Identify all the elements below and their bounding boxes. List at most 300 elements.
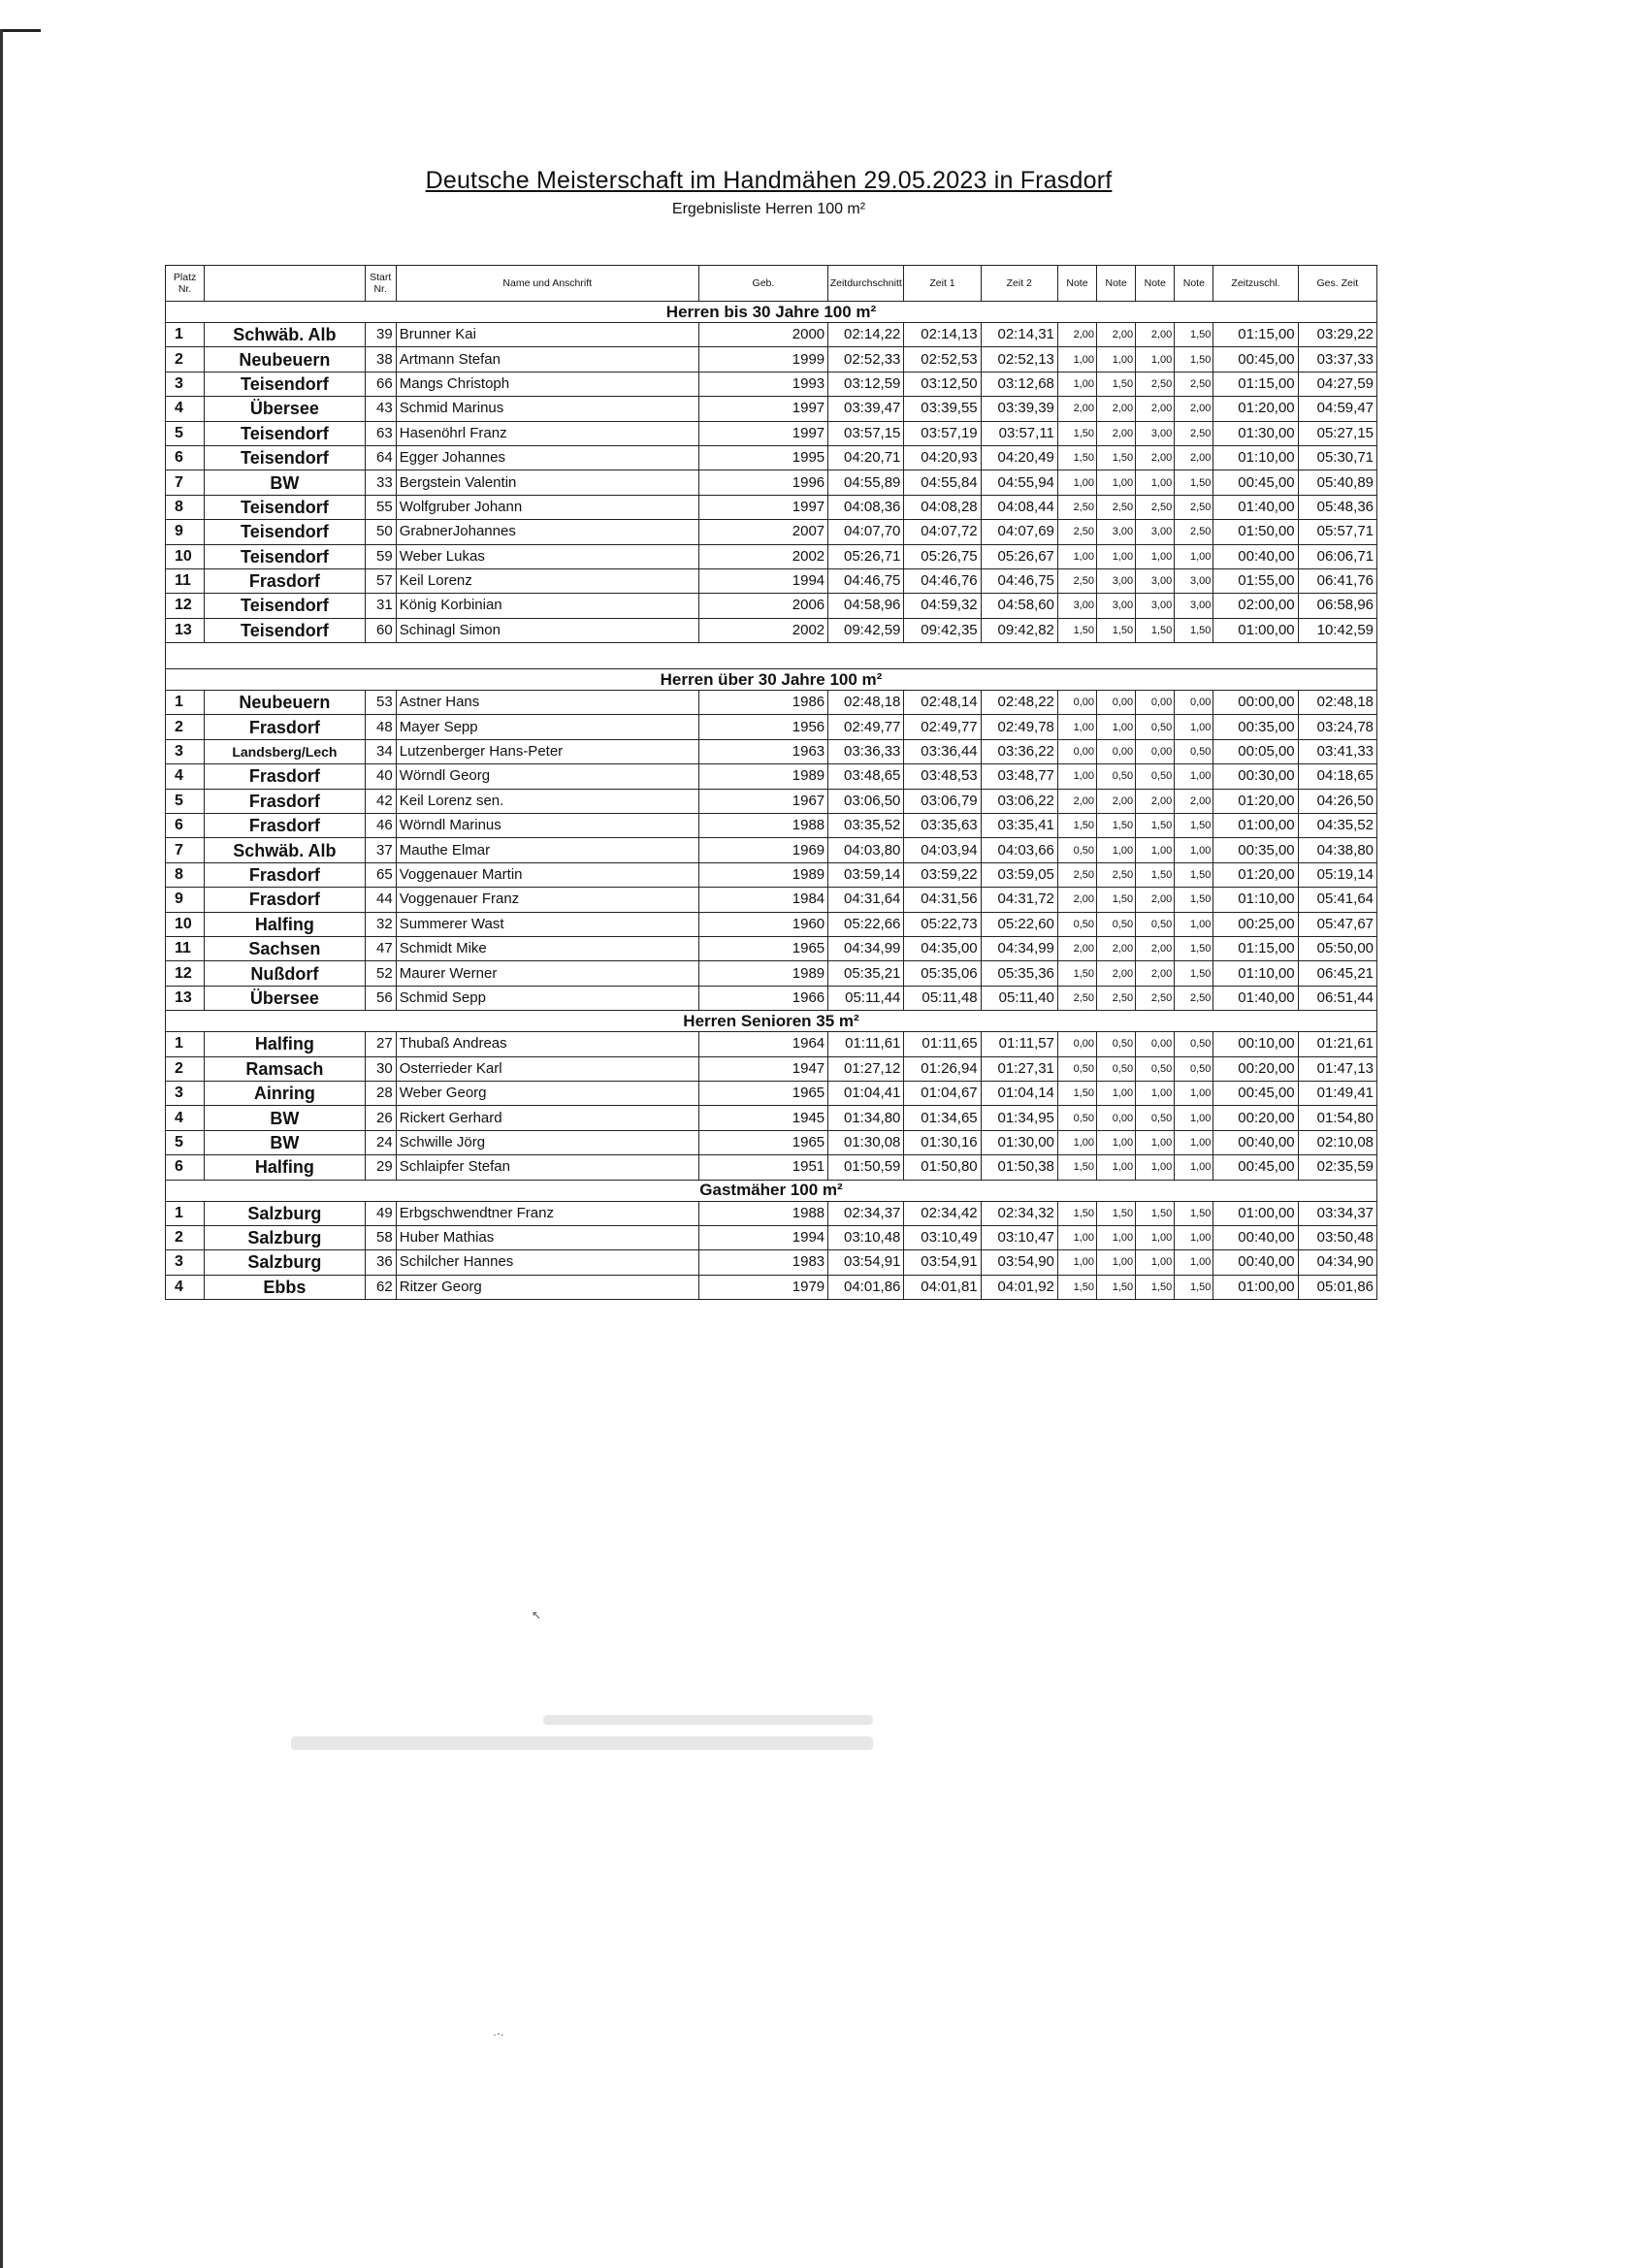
column-header-ges-zeit: Ges. Zeit	[1298, 266, 1376, 302]
cell-note-1: 0,00	[1057, 739, 1096, 763]
cell-note-3: 2,50	[1136, 986, 1175, 1010]
cell-note-3: 2,00	[1136, 397, 1175, 421]
section-title: Herren über 30 Jahre 100 m²	[166, 669, 1377, 691]
cell-verein: Teisendorf	[205, 544, 366, 568]
cell-name: Keil Lorenz	[396, 568, 698, 593]
cell-ges-zeit: 05:57,71	[1298, 520, 1376, 544]
cell-zeit-2: 04:46,75	[981, 568, 1057, 593]
cell-zeitzuschlag: 01:00,00	[1213, 618, 1298, 642]
cell-note-3: 1,50	[1136, 862, 1175, 887]
cell-zeit-1: 01:34,65	[904, 1106, 981, 1130]
cell-note-4: 1,00	[1175, 838, 1213, 862]
cell-platz: 8	[166, 495, 205, 519]
cell-name: Schinagl Simon	[396, 618, 698, 642]
cell-zeit-2: 04:01,92	[981, 1275, 1057, 1299]
cell-note-1: 0,50	[1057, 838, 1096, 862]
cell-note-1: 2,50	[1057, 568, 1096, 593]
cell-note-1: 1,50	[1057, 445, 1096, 470]
table-row	[166, 347, 1377, 372]
cell-platz: 1	[166, 323, 205, 347]
cell-note-3: 3,00	[1136, 594, 1175, 618]
cell-note-4: 2,00	[1175, 397, 1213, 421]
cell-verein: Frasdorf	[205, 764, 366, 789]
cell-zeit-2: 01:34,95	[981, 1106, 1057, 1130]
cell-name: Schwille Jörg	[396, 1130, 698, 1154]
cell-note-1: 1,00	[1057, 715, 1096, 739]
cell-verein: Ebbs	[205, 1275, 366, 1299]
cell-geb: 1986	[698, 691, 827, 715]
cell-name: Wolfgruber Johann	[396, 495, 698, 519]
cell-zeitdurchschnitt: 03:12,59	[828, 372, 904, 396]
table-row	[166, 764, 1377, 789]
cell-zeit-2: 03:48,77	[981, 764, 1057, 789]
cell-note-4: 0,00	[1175, 691, 1213, 715]
cell-zeit-1: 03:10,49	[904, 1225, 981, 1249]
cell-note-2: 3,00	[1097, 568, 1136, 593]
cell-platz: 6	[166, 445, 205, 470]
cell-zeit-1: 09:42,35	[904, 618, 981, 642]
cell-zeitzuschlag: 01:00,00	[1213, 1275, 1298, 1299]
cell-note-3: 2,00	[1136, 936, 1175, 960]
cell-note-4: 1,00	[1175, 1106, 1213, 1130]
cell-note-2: 1,50	[1097, 1201, 1136, 1225]
cell-name: Egger Johannes	[396, 445, 698, 470]
cell-name: Brunner Kai	[396, 323, 698, 347]
cell-ges-zeit: 03:41,33	[1298, 739, 1376, 763]
cell-zeit-1: 03:59,22	[904, 862, 981, 887]
cell-note-4: 2,50	[1175, 986, 1213, 1010]
cell-zeitdurchschnitt: 03:36,33	[828, 739, 904, 763]
cell-start-nr: 65	[365, 862, 396, 887]
cell-zeit-2: 02:52,13	[981, 347, 1057, 372]
cell-note-2: 1,50	[1097, 372, 1136, 396]
cell-ges-zeit: 05:27,15	[1298, 421, 1376, 445]
cell-platz: 10	[166, 544, 205, 568]
cell-start-nr: 30	[365, 1056, 396, 1081]
table-row	[166, 814, 1377, 838]
cell-ges-zeit: 02:48,18	[1298, 691, 1376, 715]
cell-note-3: 1,00	[1136, 1081, 1175, 1105]
scan-edge-line	[0, 29, 3, 2268]
cell-note-3: 1,00	[1136, 1130, 1175, 1154]
cell-platz: 11	[166, 936, 205, 960]
cell-platz: 2	[166, 1056, 205, 1081]
cell-start-nr: 49	[365, 1201, 396, 1225]
cell-note-2: 1,50	[1097, 445, 1136, 470]
cell-note-4: 1,50	[1175, 1275, 1213, 1299]
cell-name: Voggenauer Martin	[396, 862, 698, 887]
cell-zeit-2: 02:48,22	[981, 691, 1057, 715]
cell-geb: 1988	[698, 814, 827, 838]
cell-platz: 8	[166, 862, 205, 887]
cell-zeit-1: 04:20,93	[904, 445, 981, 470]
cell-note-4: 0,50	[1175, 1032, 1213, 1056]
cell-platz: 2	[166, 1225, 205, 1249]
cell-note-1: 1,50	[1057, 961, 1096, 986]
cell-platz: 2	[166, 715, 205, 739]
cell-start-nr: 32	[365, 912, 396, 936]
cell-ges-zeit: 04:59,47	[1298, 397, 1376, 421]
cell-zeitdurchschnitt: 04:34,99	[828, 936, 904, 960]
cell-verein: Teisendorf	[205, 495, 366, 519]
cell-verein: BW	[205, 470, 366, 495]
cell-note-3: 2,00	[1136, 888, 1175, 912]
cell-note-2: 0,50	[1097, 1032, 1136, 1056]
cell-note-3: 2,50	[1136, 372, 1175, 396]
section-title-row	[166, 1011, 1377, 1032]
results-table	[165, 265, 1377, 1300]
cell-ges-zeit: 03:34,37	[1298, 1201, 1376, 1225]
cell-verein: Frasdorf	[205, 789, 366, 813]
cell-geb: 1945	[698, 1106, 827, 1130]
cell-start-nr: 47	[365, 936, 396, 960]
cell-note-1: 2,00	[1057, 789, 1096, 813]
cell-zeit-2: 04:03,66	[981, 838, 1057, 862]
cell-note-3: 2,00	[1136, 961, 1175, 986]
cell-ges-zeit: 01:49,41	[1298, 1081, 1376, 1105]
cell-note-3: 0,50	[1136, 912, 1175, 936]
cell-zeitdurchschnitt: 02:48,18	[828, 691, 904, 715]
cell-note-4: 1,00	[1175, 764, 1213, 789]
cell-verein: Teisendorf	[205, 594, 366, 618]
scan-smudge	[291, 1736, 873, 1750]
column-header-start-nr: Start Nr.	[365, 266, 396, 302]
cell-start-nr: 43	[365, 397, 396, 421]
cell-ges-zeit: 03:29,22	[1298, 323, 1376, 347]
cell-note-1: 1,50	[1057, 1201, 1096, 1225]
cell-zeitdurchschnitt: 09:42,59	[828, 618, 904, 642]
cell-note-2: 2,50	[1097, 986, 1136, 1010]
cell-zeitdurchschnitt: 02:49,77	[828, 715, 904, 739]
column-header-note-3: Note	[1136, 266, 1175, 302]
cell-zeitdurchschnitt: 04:01,86	[828, 1275, 904, 1299]
cell-verein: Teisendorf	[205, 372, 366, 396]
table-row	[166, 1130, 1377, 1154]
column-header-name: Name und Anschrift	[396, 266, 698, 302]
cell-start-nr: 27	[365, 1032, 396, 1056]
cell-zeit-2: 03:39,39	[981, 397, 1057, 421]
cell-zeitdurchschnitt: 04:31,64	[828, 888, 904, 912]
cell-start-nr: 38	[365, 347, 396, 372]
cell-start-nr: 40	[365, 764, 396, 789]
cell-note-1: 1,00	[1057, 347, 1096, 372]
cell-ges-zeit: 06:41,76	[1298, 568, 1376, 593]
cell-platz: 3	[166, 1250, 205, 1275]
cell-name: König Korbinian	[396, 594, 698, 618]
cell-note-1: 1,50	[1057, 618, 1096, 642]
cell-platz: 12	[166, 961, 205, 986]
cell-geb: 1999	[698, 347, 827, 372]
cell-zeit-2: 04:34,99	[981, 936, 1057, 960]
cell-zeitdurchschnitt: 04:46,75	[828, 568, 904, 593]
cell-verein: Frasdorf	[205, 715, 366, 739]
cell-zeit-1: 03:36,44	[904, 739, 981, 763]
cell-note-4: 1,50	[1175, 888, 1213, 912]
cell-geb: 1997	[698, 397, 827, 421]
column-header-platz: Platz Nr.	[166, 266, 205, 302]
cell-name: Mauthe Elmar	[396, 838, 698, 862]
cell-zeitdurchschnitt: 03:59,14	[828, 862, 904, 887]
section-title: Gastmäher 100 m²	[166, 1180, 1377, 1201]
cell-note-2: 1,00	[1097, 544, 1136, 568]
cell-note-1: 0,50	[1057, 1106, 1096, 1130]
cell-note-1: 2,50	[1057, 862, 1096, 887]
cell-name: Osterrieder Karl	[396, 1056, 698, 1081]
cell-note-3: 1,50	[1136, 814, 1175, 838]
cell-ges-zeit: 03:37,33	[1298, 347, 1376, 372]
cell-zeit-2: 05:11,40	[981, 986, 1057, 1010]
cell-name: GrabnerJohannes	[396, 520, 698, 544]
column-header-zeitdurchschnitt: Zeitdurchschnitt	[828, 266, 904, 302]
cell-platz: 3	[166, 372, 205, 396]
cell-note-1: 0,00	[1057, 691, 1096, 715]
column-header-note-1: Note	[1057, 266, 1096, 302]
cell-platz: 1	[166, 1032, 205, 1056]
cell-zeitdurchschnitt: 03:35,52	[828, 814, 904, 838]
table-row	[166, 691, 1377, 715]
table-row	[166, 789, 1377, 813]
cell-verein: Teisendorf	[205, 421, 366, 445]
cell-note-2: 1,50	[1097, 1275, 1136, 1299]
table-body	[166, 266, 1377, 1300]
cell-note-3: 0,50	[1136, 764, 1175, 789]
cell-zeitdurchschnitt: 02:52,33	[828, 347, 904, 372]
cell-zeitzuschlag: 00:30,00	[1213, 764, 1298, 789]
table-row	[166, 495, 1377, 519]
cell-note-2: 2,00	[1097, 961, 1136, 986]
cell-zeitdurchschnitt: 03:48,65	[828, 764, 904, 789]
cell-zeitzuschlag: 00:05,00	[1213, 739, 1298, 763]
cell-zeitzuschlag: 01:20,00	[1213, 862, 1298, 887]
cell-platz: 4	[166, 1106, 205, 1130]
cell-note-1: 2,00	[1057, 323, 1096, 347]
cell-platz: 9	[166, 888, 205, 912]
cell-zeit-2: 04:08,44	[981, 495, 1057, 519]
cell-start-nr: 55	[365, 495, 396, 519]
cell-zeitzuschlag: 00:40,00	[1213, 1250, 1298, 1275]
cell-name: Bergstein Valentin	[396, 470, 698, 495]
cell-zeit-1: 03:35,63	[904, 814, 981, 838]
cell-note-4: 3,00	[1175, 594, 1213, 618]
cell-note-1: 2,50	[1057, 495, 1096, 519]
cell-note-4: 1,50	[1175, 1201, 1213, 1225]
cell-note-2: 1,50	[1097, 814, 1136, 838]
cell-platz: 3	[166, 739, 205, 763]
cell-note-3: 3,00	[1136, 421, 1175, 445]
cell-start-nr: 28	[365, 1081, 396, 1105]
scan-edge-mark	[0, 29, 41, 32]
cell-ges-zeit: 05:01,86	[1298, 1275, 1376, 1299]
cell-zeitdurchschnitt: 04:58,96	[828, 594, 904, 618]
cell-geb: 1994	[698, 1225, 827, 1249]
cell-start-nr: 29	[365, 1155, 396, 1180]
cell-verein: Halfing	[205, 912, 366, 936]
cell-start-nr: 56	[365, 986, 396, 1010]
cell-zeitzuschlag: 02:00,00	[1213, 594, 1298, 618]
cell-note-2: 2,00	[1097, 789, 1136, 813]
cell-verein: Schwäb. Alb	[205, 838, 366, 862]
table-row	[166, 739, 1377, 763]
table-row	[166, 936, 1377, 960]
table-row	[166, 372, 1377, 396]
cell-name: Wörndl Marinus	[396, 814, 698, 838]
table-row	[166, 1250, 1377, 1275]
cell-note-4: 1,50	[1175, 862, 1213, 887]
cell-platz: 10	[166, 912, 205, 936]
cell-name: Schmidt Mike	[396, 936, 698, 960]
cell-note-2: 0,00	[1097, 1106, 1136, 1130]
cell-geb: 1983	[698, 1250, 827, 1275]
cell-name: Ritzer Georg	[396, 1275, 698, 1299]
cell-geb: 1965	[698, 1081, 827, 1105]
cell-geb: 2002	[698, 544, 827, 568]
table-row	[166, 470, 1377, 495]
cell-zeit-2: 02:49,78	[981, 715, 1057, 739]
cell-geb: 1997	[698, 495, 827, 519]
section-title-row	[166, 1180, 1377, 1201]
cell-zeit-2: 05:35,36	[981, 961, 1057, 986]
table-row	[166, 1225, 1377, 1249]
cell-note-1: 1,00	[1057, 764, 1096, 789]
cell-start-nr: 57	[365, 568, 396, 593]
cell-zeitzuschlag: 01:00,00	[1213, 1201, 1298, 1225]
section-title-row	[166, 669, 1377, 691]
cell-note-3: 2,50	[1136, 495, 1175, 519]
cell-geb: 1979	[698, 1275, 827, 1299]
cell-zeitdurchschnitt: 01:50,59	[828, 1155, 904, 1180]
cell-start-nr: 42	[365, 789, 396, 813]
cell-zeitzuschlag: 00:20,00	[1213, 1106, 1298, 1130]
cell-platz: 2	[166, 347, 205, 372]
cell-verein: Ainring	[205, 1081, 366, 1105]
cell-platz: 13	[166, 986, 205, 1010]
cell-verein: Neubeuern	[205, 347, 366, 372]
cell-note-3: 0,50	[1136, 715, 1175, 739]
cell-verein: Frasdorf	[205, 862, 366, 887]
cell-start-nr: 31	[365, 594, 396, 618]
cell-note-4: 1,50	[1175, 936, 1213, 960]
cell-note-1: 1,50	[1057, 814, 1096, 838]
table-row	[166, 986, 1377, 1010]
cell-platz: 5	[166, 421, 205, 445]
cell-zeitzuschlag: 00:35,00	[1213, 715, 1298, 739]
cell-name: Thubaß Andreas	[396, 1032, 698, 1056]
cell-verein: Teisendorf	[205, 445, 366, 470]
cell-zeitzuschlag: 00:10,00	[1213, 1032, 1298, 1056]
cell-verein: Salzburg	[205, 1225, 366, 1249]
cell-verein: Teisendorf	[205, 618, 366, 642]
cell-note-3: 0,50	[1136, 1056, 1175, 1081]
cell-zeitzuschlag: 01:00,00	[1213, 814, 1298, 838]
cell-zeit-2: 03:57,11	[981, 421, 1057, 445]
cell-zeitdurchschnitt: 04:08,36	[828, 495, 904, 519]
cell-zeit-2: 03:59,05	[981, 862, 1057, 887]
cell-verein: Sachsen	[205, 936, 366, 960]
section-title-row	[166, 302, 1377, 323]
cell-note-3: 1,00	[1136, 470, 1175, 495]
cell-geb: 1965	[698, 1130, 827, 1154]
cell-ges-zeit: 05:50,00	[1298, 936, 1376, 960]
cell-zeit-2: 01:27,31	[981, 1056, 1057, 1081]
cell-zeitzuschlag: 01:10,00	[1213, 445, 1298, 470]
cell-note-1: 2,00	[1057, 888, 1096, 912]
cell-ges-zeit: 04:38,80	[1298, 838, 1376, 862]
cell-start-nr: 62	[365, 1275, 396, 1299]
table-row	[166, 1155, 1377, 1180]
cell-verein: Frasdorf	[205, 814, 366, 838]
cell-note-1: 1,00	[1057, 1225, 1096, 1249]
cell-start-nr: 52	[365, 961, 396, 986]
cell-verein: Salzburg	[205, 1250, 366, 1275]
cell-zeitdurchschnitt: 05:35,21	[828, 961, 904, 986]
cell-name: Schlaipfer Stefan	[396, 1155, 698, 1180]
section-title: Herren bis 30 Jahre 100 m²	[166, 302, 1377, 323]
cell-ges-zeit: 01:54,80	[1298, 1106, 1376, 1130]
document-title: Deutsche Meisterschaft im Handmähen 29.05.2023 in Frasdorf	[425, 167, 1113, 194]
cell-platz: 13	[166, 618, 205, 642]
cell-note-1: 1,50	[1057, 421, 1096, 445]
cell-zeitzuschlag: 01:10,00	[1213, 961, 1298, 986]
cell-zeit-2: 09:42,82	[981, 618, 1057, 642]
table-row	[166, 1106, 1377, 1130]
cell-note-1: 1,50	[1057, 1275, 1096, 1299]
cell-zeitzuschlag: 00:45,00	[1213, 1155, 1298, 1180]
cell-note-3: 1,00	[1136, 1250, 1175, 1275]
scan-speck: ·‧·	[493, 2027, 504, 2041]
cell-verein: Halfing	[205, 1032, 366, 1056]
cell-note-1: 2,00	[1057, 397, 1096, 421]
cell-note-4: 2,00	[1175, 789, 1213, 813]
cell-platz: 5	[166, 1130, 205, 1154]
cell-geb: 1964	[698, 1032, 827, 1056]
cell-zeit-2: 01:11,57	[981, 1032, 1057, 1056]
table-row	[166, 421, 1377, 445]
cell-note-2: 0,50	[1097, 912, 1136, 936]
section-title: Herren Senioren 35 m²	[166, 1011, 1377, 1032]
cell-start-nr: 26	[365, 1106, 396, 1130]
cell-start-nr: 46	[365, 814, 396, 838]
table-row	[166, 568, 1377, 593]
cell-zeitdurchschnitt: 03:57,15	[828, 421, 904, 445]
cell-zeitzuschlag: 01:10,00	[1213, 888, 1298, 912]
cell-start-nr: 44	[365, 888, 396, 912]
cell-note-2: 2,00	[1097, 397, 1136, 421]
cell-zeitdurchschnitt: 03:06,50	[828, 789, 904, 813]
cell-name: Schmid Sepp	[396, 986, 698, 1010]
cell-ges-zeit: 05:41,64	[1298, 888, 1376, 912]
cell-platz: 6	[166, 1155, 205, 1180]
cell-ges-zeit: 04:18,65	[1298, 764, 1376, 789]
table-row	[166, 888, 1377, 912]
cell-note-1: 0,00	[1057, 1032, 1096, 1056]
cell-note-2: 1,00	[1097, 470, 1136, 495]
table-row	[166, 445, 1377, 470]
cell-geb: 1966	[698, 986, 827, 1010]
cell-zeitzuschlag: 01:30,00	[1213, 421, 1298, 445]
cell-geb: 1997	[698, 421, 827, 445]
cell-zeitdurchschnitt: 02:34,37	[828, 1201, 904, 1225]
cell-zeit-1: 04:07,72	[904, 520, 981, 544]
section-spacer	[166, 643, 1377, 669]
cell-zeit-1: 03:57,19	[904, 421, 981, 445]
cell-platz: 4	[166, 764, 205, 789]
table-row	[166, 1032, 1377, 1056]
cell-note-4: 1,50	[1175, 347, 1213, 372]
cell-zeit-1: 02:49,77	[904, 715, 981, 739]
cell-note-1: 1,00	[1057, 372, 1096, 396]
cell-platz: 7	[166, 470, 205, 495]
cell-note-1: 1,00	[1057, 1250, 1096, 1275]
